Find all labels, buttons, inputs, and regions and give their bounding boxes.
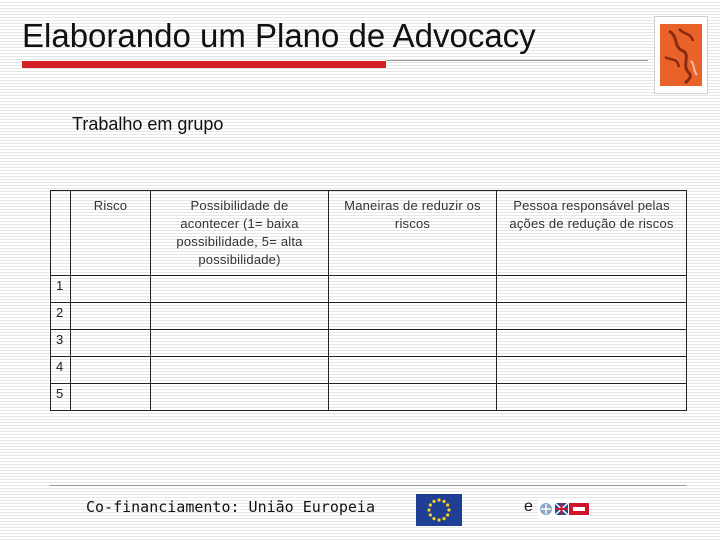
eu-star-icon [429,503,432,506]
slide-title: Elaborando um Plano de Advocacy [22,17,536,54]
table-row [51,384,687,411]
slide-subtitle: Trabalho em grupo [72,114,224,134]
footer-conjunction: e [524,498,533,515]
row-number: 4 [51,357,71,384]
header-cell-mitigation: Maneiras de reduzir os riscos [329,191,497,276]
table-cell [151,303,329,330]
table-cell [151,276,329,303]
table-cell [71,384,151,411]
eu-star-icon [432,500,435,503]
table-row [51,330,687,357]
eu-star-icon [427,508,430,511]
eu-star-icon [446,513,449,516]
ukaid-logo-icon [538,498,590,520]
eu-star-icon [442,517,445,520]
table-cell [71,276,151,303]
table-cell [71,330,151,357]
table-cell [71,357,151,384]
header-cell-likelihood: Possibilidade de acontecer (1= baixa possibilidade, 5= alta possibilidade) [151,191,329,276]
table-header-row [51,191,687,276]
table-cell [497,357,687,384]
title-accent-rule [22,61,386,68]
header-cell-responsible: Pessoa responsável pelas ações de redução de riscos [497,191,687,276]
table-cell [329,384,497,411]
risk-table [50,190,687,411]
eu-star-icon [432,517,435,520]
footer-divider-line [50,485,686,486]
table-cell [329,303,497,330]
table-cell [497,330,687,357]
eu-star-icon [447,508,450,511]
row-number: 5 [51,384,71,411]
table-cell [329,276,497,303]
table-row [51,303,687,330]
table-cell [497,303,687,330]
table-cell [71,303,151,330]
eu-star-icon [437,518,440,521]
row-number: 3 [51,330,71,357]
eu-star-icon [446,503,449,506]
row-number: 2 [51,303,71,330]
eu-flag-icon [416,494,462,526]
organization-logo-icon [654,16,708,94]
table-cell [497,384,687,411]
table-cell [151,330,329,357]
table-row [51,276,687,303]
table-cell [329,330,497,357]
header-cell-index [51,191,71,276]
table-cell [151,357,329,384]
table-cell [497,276,687,303]
cofinancing-text: Co-financiamento: União Europeia [86,498,375,516]
row-number: 1 [51,276,71,303]
table-cell [151,384,329,411]
title-divider-line [386,60,648,61]
eu-star-icon [437,498,440,501]
header-cell-risk: Risco [71,191,151,276]
eu-star-icon [442,500,445,503]
table-cell [329,357,497,384]
table-row [51,357,687,384]
eu-star-icon [429,513,432,516]
